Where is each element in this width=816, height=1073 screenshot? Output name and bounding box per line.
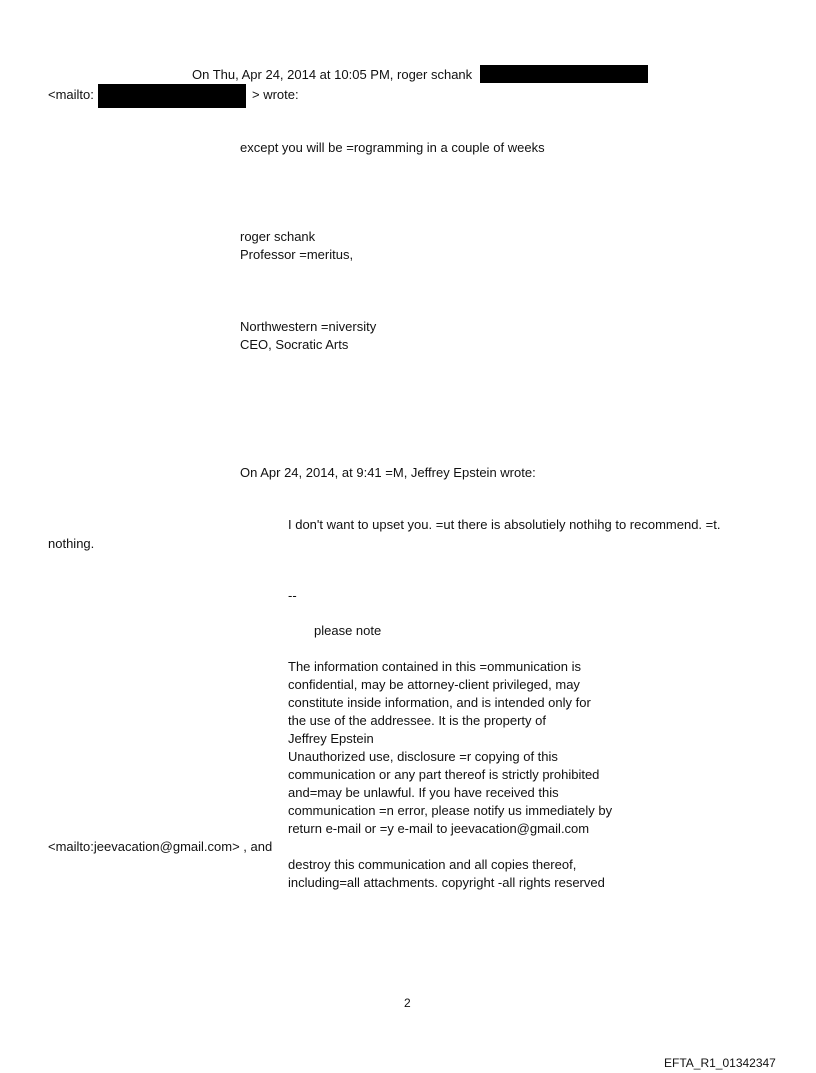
disclaimer-line: Jeffrey Epstein: [288, 731, 374, 746]
inner-body-line1: I don't want to upset you. =ut there is absolutiely nothihg to recommend. =t.: [288, 517, 721, 532]
disclaimer-line: and=may be unlawful. If you have received this: [288, 785, 559, 800]
disclaimer-line: constitute inside information, and is intended only for: [288, 695, 591, 710]
disclaimer-line: the use of the addressee. It is the property of: [288, 713, 546, 728]
disclaimer-line: communication =n error, please notify us immediately by: [288, 803, 613, 818]
mailto-link-line: <mailto:jeevacation@gmail.com> , and: [48, 839, 273, 854]
redaction-box: [480, 65, 648, 83]
quote-header-line1: On Thu, Apr 24, 2014 at 10:05 PM, roger schank: [192, 67, 473, 82]
inner-body-line2: nothing.: [48, 536, 95, 551]
disclaimer-tail-line: destroy this communication and all copies thereof,: [288, 857, 577, 872]
disclaimer-tail-line: including=all attachments. copyright -all rights reserved: [288, 875, 605, 890]
document-id: EFTA_R1_01342347: [664, 1056, 776, 1070]
disclaimer-line: return e-mail or =y e-mail to jeevacation@gmail.com: [288, 821, 590, 836]
signature-title: Professor =meritus,: [240, 247, 354, 262]
page-number: 2: [404, 996, 411, 1010]
disclaimer-line: Unauthorized use, disclosure =r copying of this: [288, 749, 558, 764]
disclaimer-line: communication or any part thereof is strictly prohibited: [288, 767, 600, 782]
please-note: please note: [314, 623, 382, 638]
signature-separator: --: [288, 588, 297, 603]
signature-org: Northwestern =niversity: [240, 319, 377, 334]
quote-header-mailto-prefix: <mailto:: [48, 87, 94, 102]
body-line: except you will be =rogramming in a couple of weeks: [240, 140, 545, 155]
signature-name: roger schank: [240, 229, 316, 244]
signature-role: CEO, Socratic Arts: [240, 337, 349, 352]
disclaimer-line: The information contained in this =ommunication is: [288, 659, 582, 674]
quote-header-wrote: > wrote:: [252, 87, 299, 102]
inner-quote-header: On Apr 24, 2014, at 9:41 =M, Jeffrey Epstein wrote:: [240, 465, 536, 480]
redaction-box: [98, 84, 246, 108]
disclaimer-line: confidential, may be attorney-client privileged, may: [288, 677, 580, 692]
